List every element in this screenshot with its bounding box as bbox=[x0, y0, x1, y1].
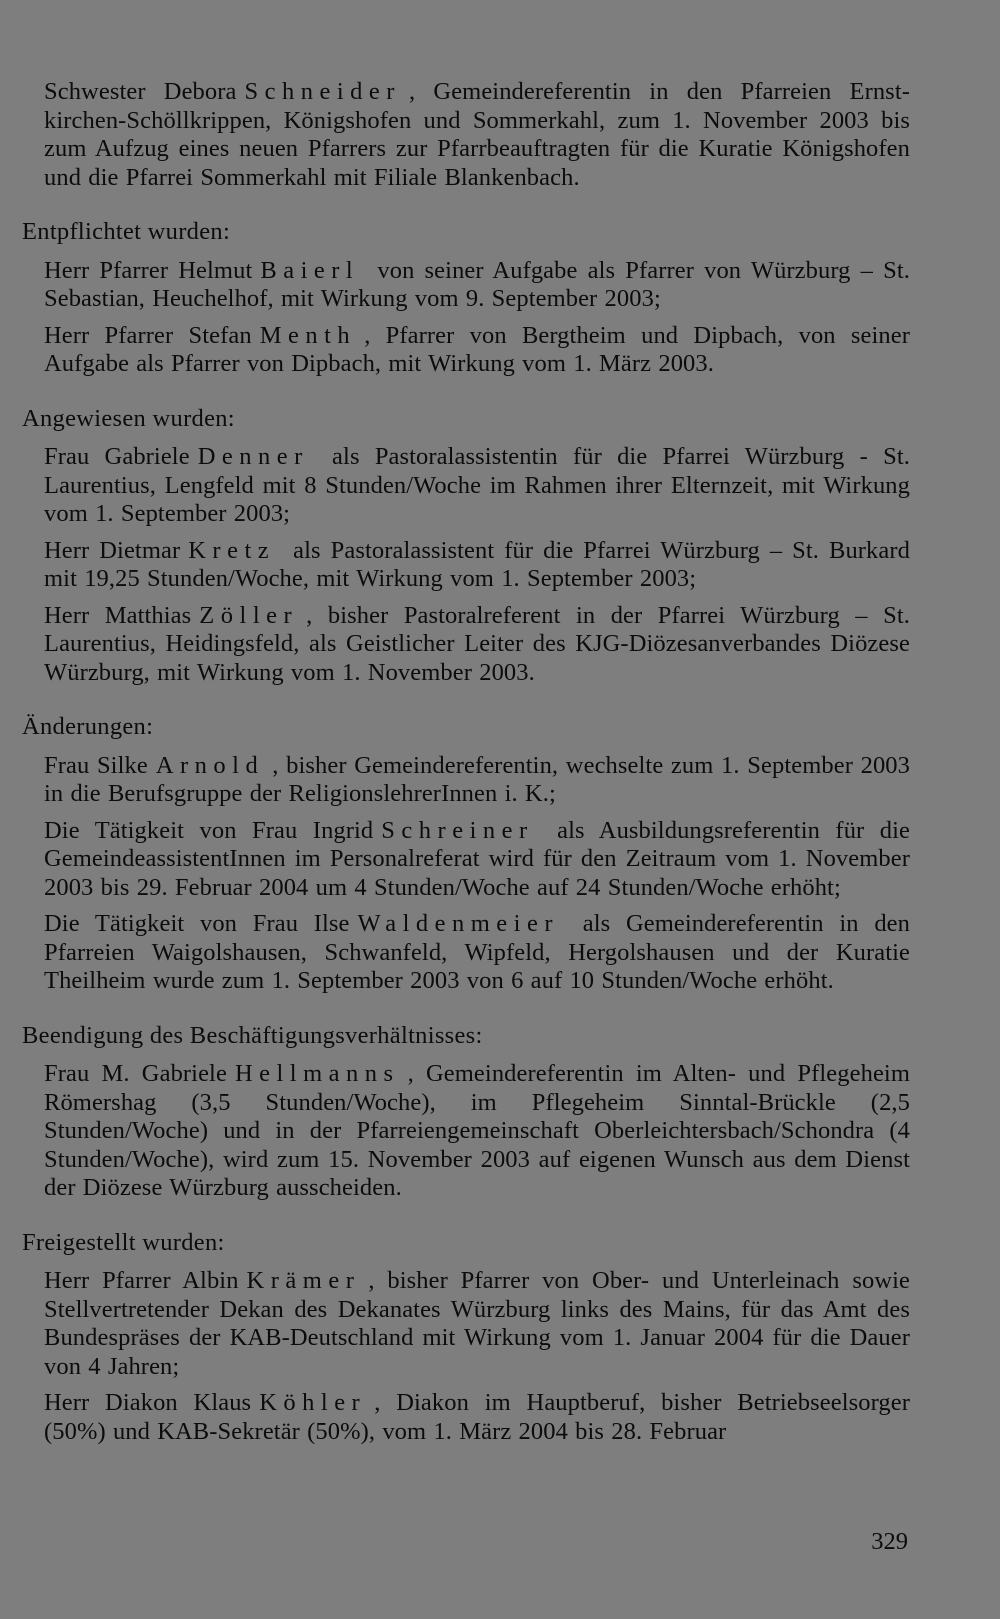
entry-paragraph bbox=[44, 817, 910, 903]
entry-intro: Herr Pfarrer Helmut bbox=[44, 256, 253, 284]
entry-text: als Pastoralassistent für die Pfarrei Würzburg – St. Burkard mit 19,25 Stunden/Woche, mit Wirkung vom 1. September 2003; bbox=[44, 536, 910, 592]
entry-text: , Gemeindereferentin in den Pfarreien Ernst-kirchen-Schöllkrippen, Königshofen und Sommerkahl, zum 1. November 2003 bis zum Aufzug eines neuen Pfarrers zur Pfarrbeauftragten für die Kuratie Königshofen und die Pfarrei Sommerkahl mit Filiale Blankenbach. bbox=[44, 78, 910, 191]
entry-paragraph bbox=[44, 1389, 910, 1446]
section-heading: Änderungen: bbox=[22, 713, 154, 740]
person-surname: Waldenmeier bbox=[357, 910, 560, 937]
entry-intro: Schwester Debora bbox=[44, 78, 237, 105]
entry-intro: Herr Pfarrer Stefan bbox=[44, 321, 252, 349]
entry-intro: Herr Diakon Klaus bbox=[44, 1389, 252, 1416]
person-surname: Baierl bbox=[260, 256, 360, 284]
page-number: 329 bbox=[871, 1528, 908, 1555]
entry-text: , Diakon im Hauptberuf, bisher Betriebseelsorger (50%) und KAB-Sekretär (50%), vom 1. März 2004 bis 28. Februar bbox=[44, 1389, 910, 1445]
entry-intro: Die Tätigkeit von Frau Ingrid bbox=[44, 816, 374, 844]
entry-text: , bisher Pastoralreferent in der Pfarrei Würzburg – St. Laurentius, Heidingsfeld, als Geistlicher Leiter des KJG-Diözesanverbandes Diözese Würzburg, mit Wirkung vom 1. November 2003. bbox=[44, 601, 910, 686]
person-surname: Köhler bbox=[259, 1389, 367, 1416]
entry-intro: Frau Gabriele bbox=[44, 443, 190, 470]
entry-intro: Frau M. Gabriele bbox=[44, 1060, 227, 1087]
entry-text: , Gemeindereferentin im Alten- und Pflegeheim Römershag (3,5 Stunden/Woche), im Pflegeheim Sinntal-Brückle (2,5 Stunden/Woche) und in der Pfarreiengemeinschaft Oberleichtersbach/Schondra (4 Stunden/Woche), wird zum 15. November 2003 auf eigenen Wunsch aus dem Dienst der Diözese Würzburg ausscheiden. bbox=[44, 1060, 910, 1201]
person-surname: Denner bbox=[197, 443, 309, 470]
entry-intro: Frau Silke bbox=[44, 751, 148, 779]
entry-text: als Gemeindereferentin in den Pfarreien Waigolshausen, Schwanfeld, Wipfeld, Hergolshausen und der Kuratie Theilheim wurde zum 1. September 2003 von 6 auf 10 Stunden/Woche erhöht. bbox=[44, 910, 910, 994]
entry-paragraph bbox=[44, 257, 910, 314]
section-heading: Freigestellt wurden: bbox=[22, 1228, 225, 1256]
entry-text: , Pfarrer von Bergtheim und Dipbach, von seiner Aufgabe als Pfarrer von Dipbach, mit Wirkung vom 1. März 2003. bbox=[44, 321, 910, 377]
entry-text: , bisher Gemeindereferentin, wechselte zum 1. September 2003 in die Berufsgruppe der ReligionslehrerInnen i. K.; bbox=[44, 751, 910, 807]
entry-paragraph bbox=[44, 78, 910, 192]
entry-paragraph bbox=[44, 537, 910, 594]
entry-text: , bisher Pfarrer von Ober- und Unterleinach sowie Stellvertretender Dekan des Dekanates Würzburg links des Mains, für das Amt des Bundespräses der KAB-Deutschland mit Wirkung vom 1. Januar 2004 für die Dauer von 4 Jahren; bbox=[44, 1267, 910, 1380]
person-surname: Krämer bbox=[246, 1267, 361, 1294]
person-surname: Zöller bbox=[199, 601, 299, 629]
entry-paragraph bbox=[44, 910, 910, 996]
person-surname: Schreiner bbox=[381, 816, 534, 844]
entry-text: als Pastoralassistentin für die Pfarrei Würzburg - St. Laurentius, Lengfeld mit 8 Stunden/Woche im Rahmen ihrer Elternzeit, mit Wirkung vom 1. September 2003; bbox=[44, 443, 910, 527]
document-body bbox=[22, 78, 910, 1446]
entry-intro: Herr Matthias bbox=[44, 601, 192, 629]
entry-text: als Ausbildungsreferentin für die GemeindeassistentInnen im Personalreferat wird für den Zeitraum vom 1. November 2003 bis 29. Februar 2004 um 4 Stunden/Woche auf 24 Stunden/Woche erhöht; bbox=[44, 816, 910, 901]
entry-paragraph bbox=[44, 602, 910, 688]
entry-paragraph bbox=[44, 443, 910, 529]
section-heading: Angewiesen wurden: bbox=[22, 404, 235, 432]
entry-paragraph bbox=[44, 322, 910, 379]
entry-intro: Herr Pfarrer Albin bbox=[44, 1267, 239, 1294]
entry-paragraph bbox=[44, 1060, 910, 1203]
entry-paragraph bbox=[44, 752, 910, 809]
section-heading: Entpflichtet wurden: bbox=[22, 218, 231, 245]
section-heading: Beendigung des Beschäftigungsverhältnisses: bbox=[22, 1021, 483, 1049]
entry-intro: Herr Dietmar bbox=[44, 536, 181, 564]
entry-text: von seiner Aufgabe als Pfarrer von Würzburg – St. Sebastian, Heuchelhof, mit Wirkung vom 9. September 2003; bbox=[44, 256, 910, 312]
entry-intro: Die Tätigkeit von Frau Ilse bbox=[44, 910, 350, 937]
person-surname: Kretz bbox=[188, 536, 276, 564]
entry-paragraph bbox=[44, 1267, 910, 1381]
person-surname: Arnold bbox=[155, 751, 265, 779]
person-surname: Schneider bbox=[244, 78, 401, 105]
person-surname: Hellmanns bbox=[234, 1060, 400, 1087]
person-surname: Menth bbox=[259, 321, 357, 349]
